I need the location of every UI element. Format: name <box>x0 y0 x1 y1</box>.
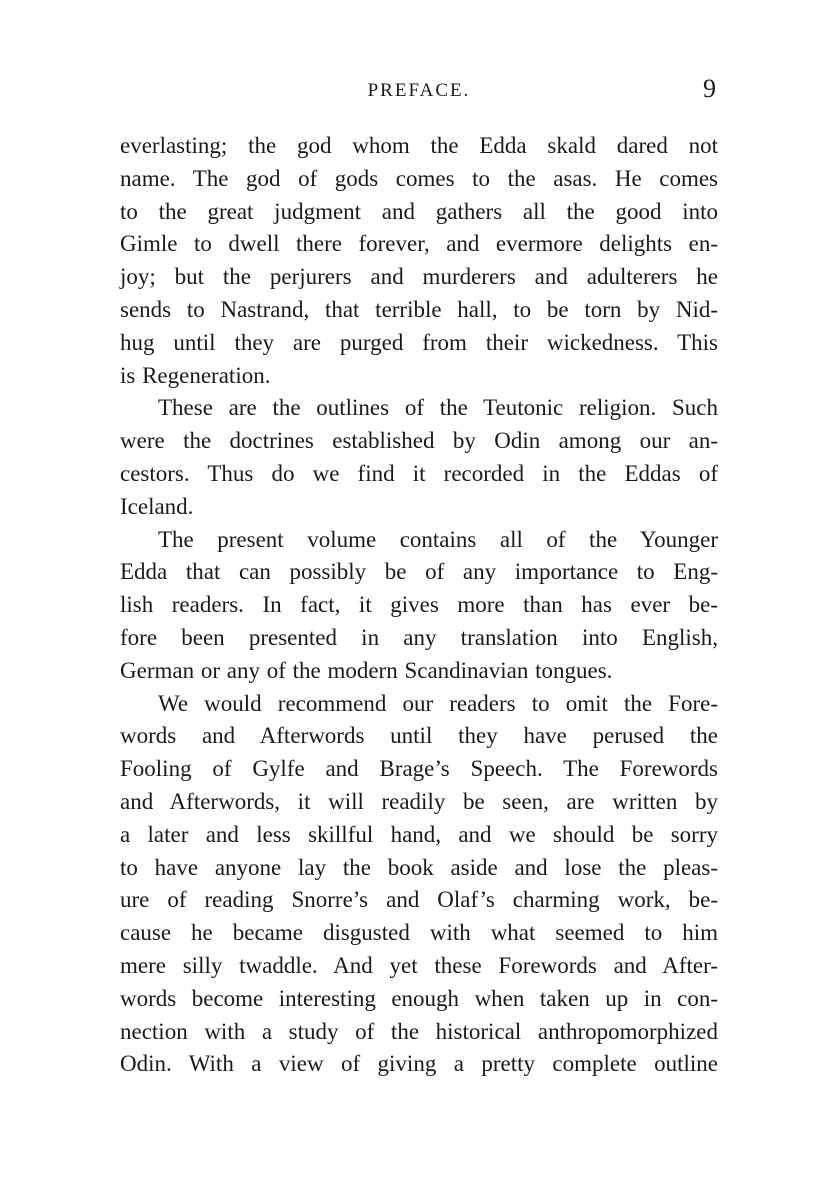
text-line: These are the outlines of the Teutonic religion. Such <box>158 395 718 421</box>
text-line: is Regeneration. <box>120 362 271 388</box>
text-line: Edda that can possibly be of any importance to Eng- <box>120 559 718 585</box>
text-line: Odin. With a view of giving a pretty complete outline <box>120 1051 718 1077</box>
text-line: Gimle to dwell there forever, and evermore delights en- <box>120 231 718 257</box>
text-line: Iceland. <box>120 493 194 519</box>
text-line: to the great judgment and gathers all the good into <box>120 198 718 224</box>
text-line: The present volume contains all of the Younger <box>158 526 718 552</box>
text-line: words and Afterwords until they have perused the <box>120 723 718 749</box>
text-line: were the doctrines established by Odin among our an- <box>120 428 718 454</box>
text-line: ure of reading Snorre’s and Olaf’s charming work, be- <box>120 887 718 913</box>
body-text <box>120 130 718 1081</box>
text-line: lish readers. In fact, it gives more than has ever be- <box>120 592 718 618</box>
page-number: 9 <box>703 74 716 103</box>
text-line: everlasting; the god whom the Edda skald dared not <box>120 133 718 158</box>
text-line: German or any of the modern Scandinavian tongues. <box>120 657 613 683</box>
text-line: name. The god of gods comes to the asas. He comes <box>120 165 718 191</box>
running-title: PREFACE. <box>367 80 471 101</box>
text-line: Fooling of Gylfe and Brage’s Speech. The Forewords <box>120 756 718 782</box>
text-line: cause he became disgusted with what seemed to him <box>120 920 718 946</box>
running-head <box>120 70 718 110</box>
text-line: and Afterwords, it will readily be seen, are written by <box>120 788 718 814</box>
text-line: words become interesting enough when taken up in con- <box>120 985 718 1011</box>
text-line: sends to Nastrand, that terrible hall, to be torn by Nid- <box>120 296 718 322</box>
text-line: joy; but the perjurers and murderers and adulterers he <box>120 264 718 290</box>
text-line: a later and less skillful hand, and we should be sorry <box>120 821 718 847</box>
text-line: fore been presented in any translation into English, <box>120 624 718 650</box>
text-line: cestors. Thus do we find it recorded in the Eddas of <box>120 460 718 486</box>
text-line: hug until they are purged from their wickedness. This <box>120 329 718 355</box>
text-line: nection with a study of the historical anthropomorphized <box>120 1018 718 1044</box>
text-line: mere silly twaddle. And yet these Forewords and After- <box>120 952 718 978</box>
text-line: We would recommend our readers to omit the Fore- <box>158 690 718 716</box>
text-line: to have anyone lay the book aside and lose the pleas- <box>120 854 718 880</box>
